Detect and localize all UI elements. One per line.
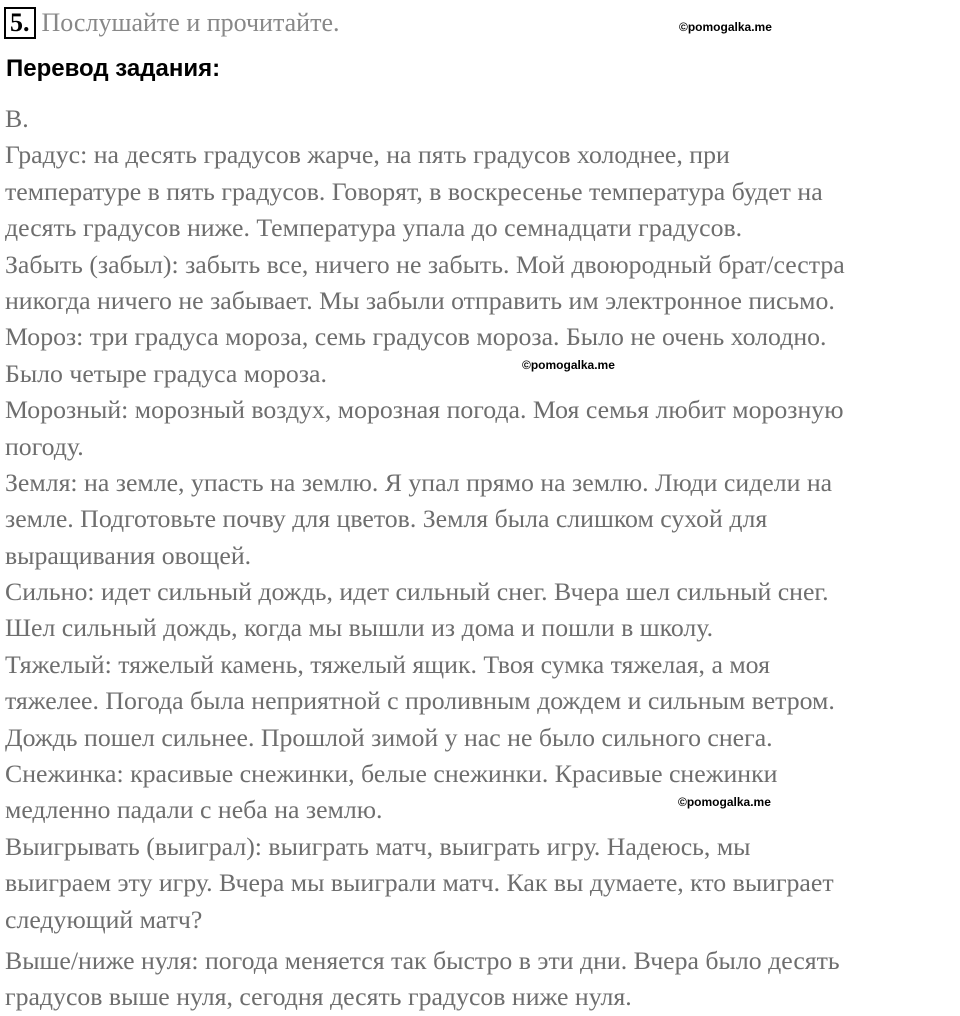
body-line: медленно падали с неба на землю. bbox=[5, 795, 383, 825]
watermark: ©pomogalka.me bbox=[679, 20, 772, 34]
body-line: Дождь пошел сильнее. Прошлой зимой у нас не было сильного снега. bbox=[5, 722, 773, 752]
watermark: ©pomogalka.me bbox=[522, 358, 615, 372]
body-line: Снежинка: красивые снежинки, белые снежинки. Красивые снежинки bbox=[5, 759, 778, 789]
body-line: Забыть (забыл): забыть все, ничего не забыть. Мой двоюродный брат/сестра bbox=[5, 249, 845, 279]
body-line: температуре в пять градусов. Говорят, в воскресенье температура будет на bbox=[5, 176, 823, 206]
task-number: 5. bbox=[4, 7, 36, 39]
body-line: тяжелее. Погода была неприятной с проливным дождем и сильным ветром. bbox=[5, 686, 835, 716]
translation-heading: Перевод задания: bbox=[6, 55, 221, 82]
task-instruction: Послушайте и прочитайте. bbox=[41, 8, 340, 37]
watermark: ©pomogalka.me bbox=[678, 795, 771, 809]
body-line: В. bbox=[5, 104, 29, 133]
task-header bbox=[4, 6, 340, 40]
body-line: погоду. bbox=[5, 431, 84, 461]
translation-body bbox=[5, 101, 957, 1016]
body-line: Земля: на земле, упасть на землю. Я упал прямо на землю. Люди сидели на bbox=[5, 467, 833, 497]
body-line: Градус: на десять градусов жарче, на пять градусов холоднее, при bbox=[5, 140, 730, 170]
body-line: Шел сильный дождь, когда мы вышли из дома и пошли в школу. bbox=[5, 613, 714, 643]
body-line: Тяжелый: тяжелый камень, тяжелый ящик. Твоя сумка тяжелая, а моя bbox=[5, 649, 770, 679]
body-line: следующий матч? bbox=[5, 904, 203, 934]
body-line: Сильно: идет сильный дождь, идет сильный снег. Вчера шел сильный снег. bbox=[5, 577, 829, 607]
body-line: выращивания овощей. bbox=[5, 540, 252, 570]
body-line: никогда ничего не забывает. Мы забыли отправить им электронное письмо. bbox=[5, 285, 835, 315]
body-line: Выигрывать (выиграл): выиграть матч, выиграть игру. Надеюсь, мы bbox=[5, 831, 751, 861]
body-line: Морозный: морозный воздух, морозная погода. Моя семья любит морозную bbox=[5, 395, 844, 425]
body-line: Было четыре градуса мороза. bbox=[5, 358, 327, 388]
body-line: Выше/ниже нуля: погода меняется так быстро в эти дни. Вчера было десять bbox=[5, 945, 840, 975]
body-line: градусов выше нуля, сегодня десять градусов ниже нуля. bbox=[5, 982, 632, 1012]
body-line: выиграем эту игру. Вчера мы выиграли матч. Как вы думаете, кто выиграет bbox=[5, 868, 834, 898]
body-line: Мороз: три градуса мороза, семь градусов мороза. Было не очень холодно. bbox=[5, 322, 827, 352]
body-line: десять градусов ниже. Температура упала до семнадцати градусов. bbox=[5, 213, 743, 243]
body-line: земле. Подготовьте почву для цветов. Земля была слишком сухой для bbox=[5, 504, 768, 534]
